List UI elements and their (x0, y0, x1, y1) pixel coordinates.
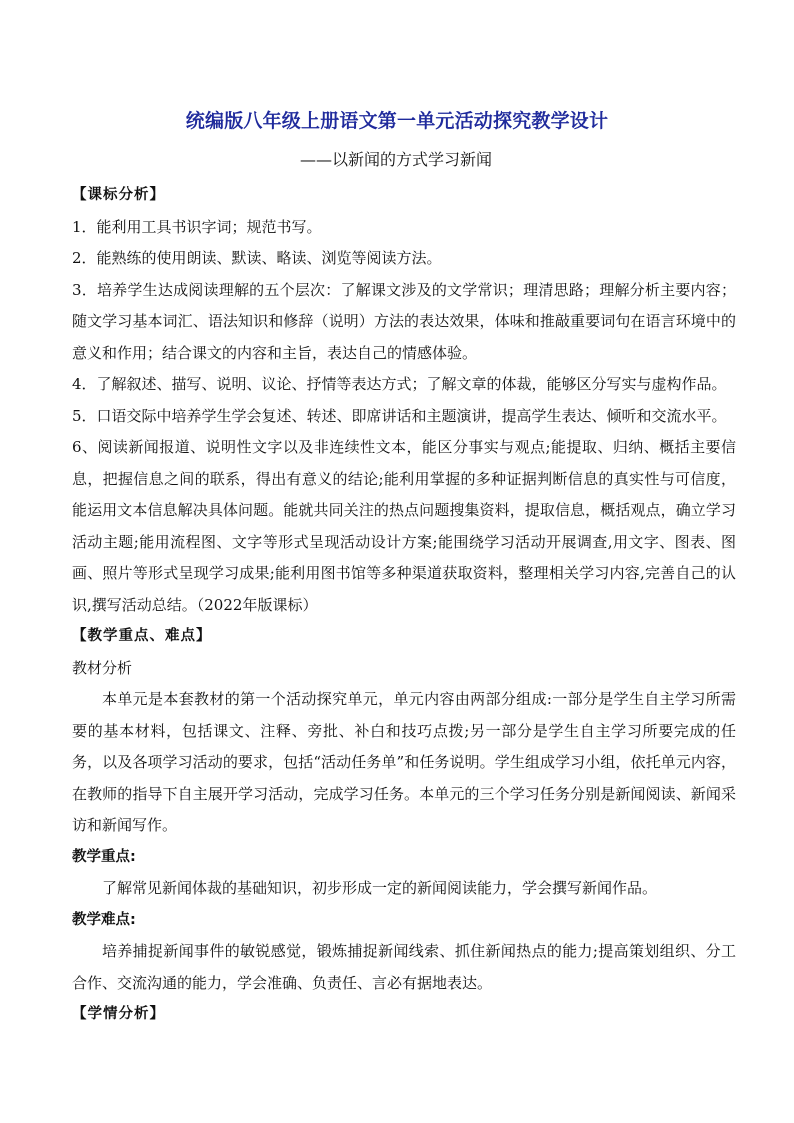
document-body (72, 180, 736, 1031)
teaching-focus-label: 教学重点: (72, 848, 136, 865)
curriculum-item-2: 2．能熟练的使用朗读、默读、略读、浏览等阅读方法。 (72, 249, 442, 267)
curriculum-item-6: 6、阅读新闻报道、说明性文字以及非连续性文本，能区分事实与观点;能提取、归纳、概括主要信息，把握信息之间的联系，得出有意义的结论;能利用掌握的多种证据判断信息的真实性与可信度，能运用文本信息解决具体问题。能就共同关注的热点问题搜集资料，提取信息，概括观点，确立学习活动主题;能用流程图、文字等形式呈现活动设计方案;能围绕学习活动开展调查,用文字、图表、图画、照片等形式呈现学习成果;能利用图书馆等多种渠道获取资料，整理相关学习内容,完善自己的认识,撰写活动总结。（2022年版课标） (72, 438, 736, 614)
section-heading-students: 【学情分析】 (72, 1006, 165, 1022)
teaching-focus-text: 了解常见新闻体裁的基础知识，初步形成一定的新闻阅读能力，学会撰写新闻作品。 (102, 879, 658, 897)
teaching-difficulty-label: 教学难点: (72, 911, 136, 928)
section-heading-keypoints: 【教学重点、难点】 (72, 628, 212, 644)
document-subtitle: ——以新闻的方式学习新闻 (300, 150, 493, 169)
curriculum-item-5: 5．口语交际中培养学生学会复述、转述、即席讲话和主题演讲，提高学生表达、倾听和交流水平。 (72, 406, 727, 425)
material-analysis-text: 本单元是本套教材的第一个活动探究单元，单元内容由两部分组成:一部分是学生自主学习所需要的基本材料，包括课文、注释、旁批、补白和技巧点拨;另一部分是学生自主学习所要完成的任务，以及各项学习活动的要求，包括“活动任务单”和任务说明。学生组成学习小组，依托单元内容，在教师的指导下自主展开学习活动，完成学习任务。本单元的三个学习任务分别是新闻阅读、新闻采访和新闻写作。 (72, 690, 736, 834)
document-title: 统编版八年级上册语文第一单元活动探究教学设计 (185, 110, 609, 132)
material-analysis-label: 教材分析 (72, 658, 133, 677)
curriculum-item-4: 4．了解叙述、描写、说明、议论、抒情等表达方式；了解文章的体裁，能够区分写实与虚构作品。 (72, 375, 727, 393)
teaching-difficulty-text: 培养捕捉新闻事件的敏锐感觉，锻炼捕捉新闻线索、抓住新闻热点的能力;提高策划组织、分工合作、交流沟通的能力，学会准确、负责任、言必有据地表达。 (72, 942, 736, 992)
curriculum-item-1: 1．能利用工具书识字词；规范书写。 (72, 217, 322, 236)
section-heading-curriculum: 【课标分析】 (72, 187, 165, 203)
curriculum-item-3: 3．培养学生达成阅读理解的五个层次：了解课文涉及的文学常识；理清思路；理解分析主要内容；随文学习基本词汇、语法知识和修辞（说明）方法的表达效果，体味和推敲重要词句在语言环境中的意义和作用；结合课文的内容和主旨，表达自己的情感体验。 (72, 280, 736, 362)
